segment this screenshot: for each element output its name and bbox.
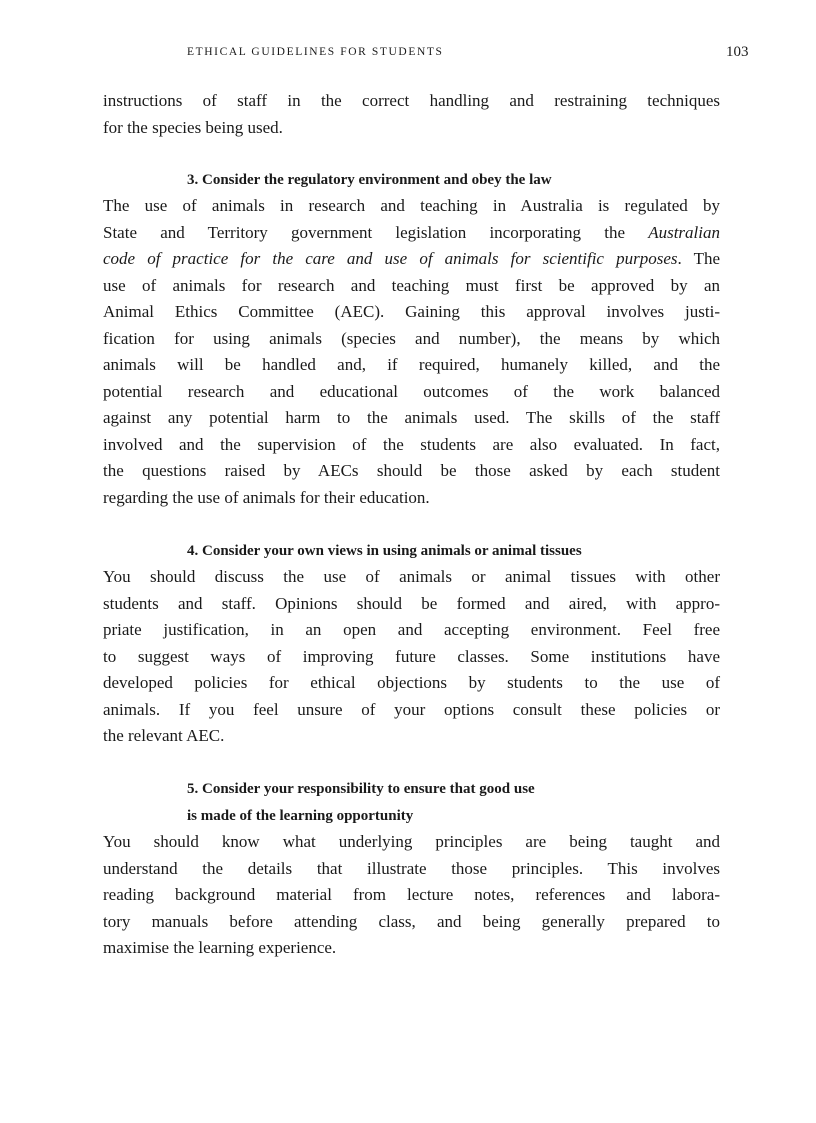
page-number: 103	[726, 44, 749, 60]
text-line: to suggest ways of improving future classes. Some institutions have	[103, 646, 720, 666]
text-line: developed policies for ethical objections by students to the use of	[103, 673, 720, 692]
section-4-body	[103, 564, 720, 750]
text-line: potential research and educational outcomes of the work balanced	[103, 381, 720, 401]
text-line: understand the details that illustrate those principles. This involves	[103, 858, 720, 878]
text-line: instructions of staff in the correct handling and restraining techniques	[103, 91, 720, 110]
text-line: fication for using animals (species and number), the means by which	[103, 328, 720, 348]
italic-title: Australian	[648, 222, 720, 242]
text-line: for the species being used.	[103, 117, 283, 137]
text-line: the relevant AEC.	[103, 726, 225, 745]
italic-title: code of practice for the care and use of animals for scientific purposes	[103, 249, 678, 268]
text-line: students and staff. Opinions should be formed and aired, with appro-	[103, 593, 720, 613]
section-3-heading: 3. Consider the regulatory environment and obey the law	[187, 172, 552, 188]
running-head: ETHICAL GUIDELINES FOR STUDENTS	[187, 46, 444, 58]
section-3-body	[103, 193, 720, 511]
text-run: State and Territory government legislation incorporating the	[103, 222, 649, 242]
section-4-heading: 4. Consider your own views in using animals or animal tissues	[187, 543, 582, 559]
text-line: animals will be handled and, if required, humanely killed, and the	[103, 355, 720, 374]
text-line: use of animals for research and teaching must first be approved by an	[103, 275, 720, 295]
text-line: reading background material from lecture notes, references and labora-	[103, 885, 720, 904]
text-line: The use of animals in research and teaching in Australia is regulated by	[103, 196, 720, 215]
heading-line: 5. Consider your responsibility to ensure that good use	[187, 781, 535, 797]
text-line: tory manuals before attending class, and being generally prepared to	[103, 911, 720, 931]
section-5-heading	[187, 776, 535, 829]
text-run: . The	[677, 249, 720, 268]
heading-line: is made of the learning opportunity	[187, 807, 414, 824]
text-line: against any potential harm to the animals used. The skills of the staff	[103, 408, 720, 427]
text-line: animals. If you feel unsure of your options consult these policies or	[103, 699, 720, 719]
text-line: regarding the use of animals for their education.	[103, 487, 430, 507]
paragraph-continued	[103, 88, 720, 141]
text-line: You should discuss the use of animals or animal tissues with other	[103, 567, 720, 586]
text-line: the questions raised by AECs should be those asked by each student	[103, 461, 720, 480]
text-line: You should know what underlying principles are being taught and	[103, 832, 720, 851]
text-line: priate justification, in an open and accepting environment. Feel free	[103, 620, 720, 639]
text-line: involved and the supervision of the students are also evaluated. In fact,	[103, 434, 720, 454]
text-line: Animal Ethics Committee (AEC). Gaining this approval involves justi-	[103, 302, 720, 321]
text-line: maximise the learning experience.	[103, 938, 337, 957]
text-line	[103, 220, 720, 247]
section-5-body	[103, 829, 720, 962]
text-line	[103, 246, 720, 273]
